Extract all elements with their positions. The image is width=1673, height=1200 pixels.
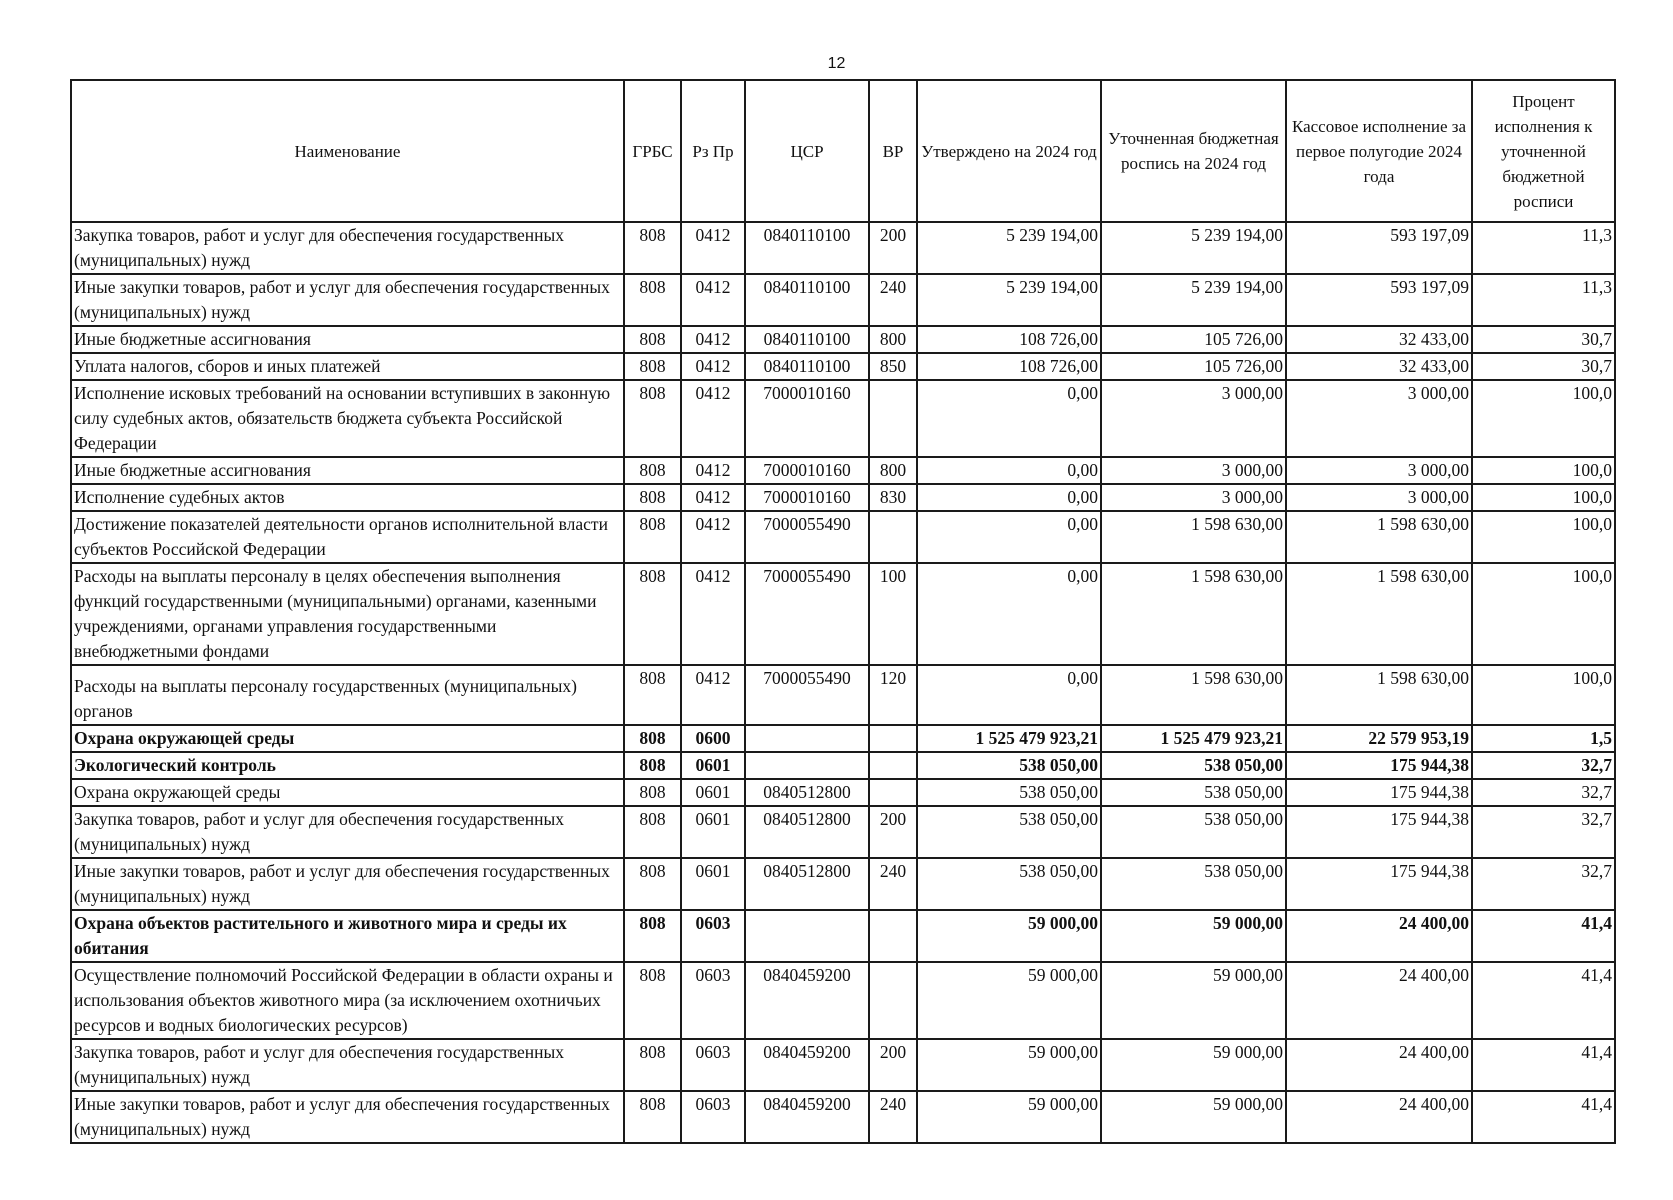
cell-refined: 59 000,00	[1101, 1039, 1286, 1091]
cell-percent: 32,7	[1472, 858, 1615, 910]
cell-approved: 0,00	[917, 665, 1101, 725]
cell-approved: 59 000,00	[917, 1039, 1101, 1091]
cell-csr: 7000010160	[745, 380, 869, 457]
cell-percent: 41,4	[1472, 1091, 1615, 1143]
table-row	[71, 858, 1615, 910]
cell-grbs: 808	[624, 484, 681, 511]
cell-approved: 1 525 479 923,21	[917, 725, 1101, 752]
table-row	[71, 353, 1615, 380]
cell-rzpr: 0412	[681, 274, 745, 326]
cell-approved: 538 050,00	[917, 779, 1101, 806]
table-row	[71, 1039, 1615, 1091]
cell-approved: 538 050,00	[917, 752, 1101, 779]
cell-cash: 22 579 953,19	[1286, 725, 1472, 752]
cell-vr	[869, 962, 917, 1039]
cell-name: Осуществление полномочий Российской Федерации в области охраны и использования объектов животного мира (за исключением охотничьих ресурсов и водных биологических ресурсов)	[71, 962, 624, 1039]
cell-rzpr: 0412	[681, 353, 745, 380]
cell-vr: 800	[869, 457, 917, 484]
cell-percent: 41,4	[1472, 962, 1615, 1039]
cell-vr: 830	[869, 484, 917, 511]
table-row	[71, 665, 1615, 725]
cell-grbs: 808	[624, 563, 681, 665]
cell-rzpr: 0601	[681, 858, 745, 910]
column-header-csr: ЦСР	[745, 80, 869, 222]
cell-csr: 0840459200	[745, 1039, 869, 1091]
cell-name: Закупка товаров, работ и услуг для обеспечения государственных (муниципальных) нужд	[71, 222, 624, 274]
cell-refined: 3 000,00	[1101, 457, 1286, 484]
cell-vr: 120	[869, 665, 917, 725]
cell-cash: 24 400,00	[1286, 1091, 1472, 1143]
cell-cash: 175 944,38	[1286, 806, 1472, 858]
cell-name: Иные закупки товаров, работ и услуг для обеспечения государственных (муниципальных) нужд	[71, 274, 624, 326]
table-row	[71, 725, 1615, 752]
cell-percent: 30,7	[1472, 326, 1615, 353]
budget-table	[70, 79, 1616, 1144]
cell-percent: 100,0	[1472, 484, 1615, 511]
cell-refined: 105 726,00	[1101, 326, 1286, 353]
cell-cash: 1 598 630,00	[1286, 665, 1472, 725]
page-number: 12	[827, 55, 846, 72]
cell-grbs: 808	[624, 457, 681, 484]
table-row	[71, 274, 1615, 326]
cell-name: Иные закупки товаров, работ и услуг для обеспечения государственных (муниципальных) нужд	[71, 858, 624, 910]
cell-grbs: 808	[624, 326, 681, 353]
cell-percent: 32,7	[1472, 752, 1615, 779]
cell-name: Закупка товаров, работ и услуг для обеспечения государственных (муниципальных) нужд	[71, 1039, 624, 1091]
cell-name: Достижение показателей деятельности органов исполнительной власти субъектов Российской Федерации	[71, 511, 624, 563]
cell-vr	[869, 511, 917, 563]
cell-csr	[745, 725, 869, 752]
cell-refined: 538 050,00	[1101, 806, 1286, 858]
cell-refined: 5 239 194,00	[1101, 222, 1286, 274]
cell-rzpr: 0603	[681, 1091, 745, 1143]
cell-rzpr: 0412	[681, 563, 745, 665]
cell-approved: 108 726,00	[917, 353, 1101, 380]
cell-approved: 59 000,00	[917, 1091, 1101, 1143]
cell-percent: 1,5	[1472, 725, 1615, 752]
cell-approved: 59 000,00	[917, 962, 1101, 1039]
cell-percent: 11,3	[1472, 274, 1615, 326]
cell-refined: 1 598 630,00	[1101, 511, 1286, 563]
cell-name: Охрана окружающей среды	[71, 779, 624, 806]
table-row	[71, 910, 1615, 962]
column-header-refined: Уточненная бюджетная роспись на 2024 год	[1101, 80, 1286, 222]
cell-csr: 0840512800	[745, 806, 869, 858]
cell-cash: 175 944,38	[1286, 858, 1472, 910]
cell-cash: 3 000,00	[1286, 457, 1472, 484]
cell-csr	[745, 752, 869, 779]
cell-vr: 240	[869, 274, 917, 326]
cell-name: Расходы на выплаты персоналу государственных (муниципальных) органов	[71, 665, 624, 725]
cell-vr: 240	[869, 858, 917, 910]
cell-approved: 0,00	[917, 380, 1101, 457]
cell-cash: 3 000,00	[1286, 484, 1472, 511]
cell-csr: 7000010160	[745, 484, 869, 511]
cell-name: Исполнение исковых требований на основании вступивших в законную силу судебных актов, обязательств бюджета субъекта Российской Федерации	[71, 380, 624, 457]
cell-refined: 3 000,00	[1101, 380, 1286, 457]
table-row	[71, 380, 1615, 457]
cell-vr	[869, 725, 917, 752]
cell-grbs: 808	[624, 380, 681, 457]
cell-name: Экологический контроль	[71, 752, 624, 779]
cell-refined: 5 239 194,00	[1101, 274, 1286, 326]
cell-cash: 24 400,00	[1286, 910, 1472, 962]
column-header-name: Наименование	[71, 80, 624, 222]
cell-vr	[869, 779, 917, 806]
cell-rzpr: 0412	[681, 665, 745, 725]
cell-grbs: 808	[624, 1091, 681, 1143]
cell-name: Охрана объектов растительного и животного мира и среды их обитания	[71, 910, 624, 962]
cell-rzpr: 0600	[681, 725, 745, 752]
table-row	[71, 752, 1615, 779]
table-row	[71, 457, 1615, 484]
cell-cash: 32 433,00	[1286, 353, 1472, 380]
cell-cash: 32 433,00	[1286, 326, 1472, 353]
table-row	[71, 326, 1615, 353]
cell-csr: 7000010160	[745, 457, 869, 484]
cell-csr: 0840512800	[745, 779, 869, 806]
cell-vr: 240	[869, 1091, 917, 1143]
cell-rzpr: 0603	[681, 962, 745, 1039]
cell-refined: 3 000,00	[1101, 484, 1286, 511]
cell-rzpr: 0603	[681, 1039, 745, 1091]
cell-csr: 7000055490	[745, 665, 869, 725]
column-header-approved: Утверждено на 2024 год	[917, 80, 1101, 222]
cell-refined: 538 050,00	[1101, 752, 1286, 779]
cell-cash: 3 000,00	[1286, 380, 1472, 457]
cell-name: Иные закупки товаров, работ и услуг для обеспечения государственных (муниципальных) нужд	[71, 1091, 624, 1143]
cell-csr: 0840512800	[745, 858, 869, 910]
cell-rzpr: 0601	[681, 779, 745, 806]
cell-percent: 32,7	[1472, 806, 1615, 858]
cell-vr: 200	[869, 1039, 917, 1091]
cell-refined: 538 050,00	[1101, 779, 1286, 806]
cell-refined: 59 000,00	[1101, 1091, 1286, 1143]
cell-approved: 0,00	[917, 563, 1101, 665]
cell-percent: 41,4	[1472, 910, 1615, 962]
column-header-rzpr: Рз Пр	[681, 80, 745, 222]
cell-refined: 1 598 630,00	[1101, 665, 1286, 725]
cell-csr	[745, 910, 869, 962]
cell-percent: 100,0	[1472, 457, 1615, 484]
cell-csr: 0840110100	[745, 353, 869, 380]
cell-grbs: 808	[624, 665, 681, 725]
cell-approved: 5 239 194,00	[917, 274, 1101, 326]
cell-approved: 0,00	[917, 457, 1101, 484]
cell-grbs: 808	[624, 752, 681, 779]
cell-approved: 538 050,00	[917, 858, 1101, 910]
cell-grbs: 808	[624, 779, 681, 806]
cell-csr: 0840459200	[745, 1091, 869, 1143]
cell-rzpr: 0412	[681, 380, 745, 457]
cell-csr: 0840110100	[745, 326, 869, 353]
cell-percent: 30,7	[1472, 353, 1615, 380]
cell-csr: 0840110100	[745, 222, 869, 274]
column-header-vr: ВР	[869, 80, 917, 222]
cell-grbs: 808	[624, 806, 681, 858]
cell-vr: 200	[869, 806, 917, 858]
cell-cash: 593 197,09	[1286, 274, 1472, 326]
table-body	[71, 222, 1615, 1143]
cell-cash: 24 400,00	[1286, 1039, 1472, 1091]
cell-name: Исполнение судебных актов	[71, 484, 624, 511]
cell-grbs: 808	[624, 274, 681, 326]
cell-name: Закупка товаров, работ и услуг для обеспечения государственных (муниципальных) нужд	[71, 806, 624, 858]
table-row	[71, 222, 1615, 274]
cell-refined: 1 598 630,00	[1101, 563, 1286, 665]
cell-percent: 100,0	[1472, 380, 1615, 457]
cell-rzpr: 0412	[681, 326, 745, 353]
cell-csr: 0840459200	[745, 962, 869, 1039]
cell-grbs: 808	[624, 910, 681, 962]
cell-rzpr: 0603	[681, 910, 745, 962]
cell-name: Охрана окружающей среды	[71, 725, 624, 752]
cell-vr: 850	[869, 353, 917, 380]
cell-refined: 538 050,00	[1101, 858, 1286, 910]
cell-csr: 7000055490	[745, 511, 869, 563]
cell-rzpr: 0601	[681, 752, 745, 779]
table-row	[71, 563, 1615, 665]
table-row	[71, 806, 1615, 858]
cell-vr	[869, 752, 917, 779]
cell-cash: 24 400,00	[1286, 962, 1472, 1039]
cell-cash: 175 944,38	[1286, 752, 1472, 779]
cell-rzpr: 0412	[681, 457, 745, 484]
column-header-grbs: ГРБС	[624, 80, 681, 222]
cell-grbs: 808	[624, 353, 681, 380]
cell-grbs: 808	[624, 725, 681, 752]
column-header-percent: Процент исполнения к уточненной бюджетной росписи	[1472, 80, 1615, 222]
cell-grbs: 808	[624, 1039, 681, 1091]
cell-approved: 5 239 194,00	[917, 222, 1101, 274]
column-header-cash: Кассовое исполнение за первое полугодие 2024 года	[1286, 80, 1472, 222]
cell-approved: 108 726,00	[917, 326, 1101, 353]
cell-refined: 1 525 479 923,21	[1101, 725, 1286, 752]
cell-name: Уплата налогов, сборов и иных платежей	[71, 353, 624, 380]
cell-name: Иные бюджетные ассигнования	[71, 326, 624, 353]
cell-percent: 11,3	[1472, 222, 1615, 274]
cell-name: Расходы на выплаты персоналу в целях обеспечения выполнения функций государственными (муниципальными) органами, казенными учреждениями, органами управления государственными внебюджетными фондами	[71, 563, 624, 665]
cell-csr: 7000055490	[745, 563, 869, 665]
cell-approved: 0,00	[917, 511, 1101, 563]
cell-vr: 800	[869, 326, 917, 353]
cell-grbs: 808	[624, 511, 681, 563]
cell-cash: 1 598 630,00	[1286, 511, 1472, 563]
table-row	[71, 779, 1615, 806]
cell-rzpr: 0412	[681, 511, 745, 563]
cell-grbs: 808	[624, 962, 681, 1039]
cell-cash: 593 197,09	[1286, 222, 1472, 274]
cell-approved: 538 050,00	[917, 806, 1101, 858]
cell-grbs: 808	[624, 858, 681, 910]
cell-name: Иные бюджетные ассигнования	[71, 457, 624, 484]
cell-vr: 100	[869, 563, 917, 665]
cell-percent: 41,4	[1472, 1039, 1615, 1091]
cell-percent: 100,0	[1472, 665, 1615, 725]
cell-refined: 105 726,00	[1101, 353, 1286, 380]
cell-refined: 59 000,00	[1101, 910, 1286, 962]
table-row	[71, 1091, 1615, 1143]
header-row	[71, 80, 1615, 222]
cell-rzpr: 0601	[681, 806, 745, 858]
cell-percent: 32,7	[1472, 779, 1615, 806]
cell-percent: 100,0	[1472, 563, 1615, 665]
cell-percent: 100,0	[1472, 511, 1615, 563]
cell-vr: 200	[869, 222, 917, 274]
table-row	[71, 484, 1615, 511]
cell-refined: 59 000,00	[1101, 962, 1286, 1039]
cell-rzpr: 0412	[681, 484, 745, 511]
cell-csr: 0840110100	[745, 274, 869, 326]
cell-approved: 0,00	[917, 484, 1101, 511]
cell-cash: 1 598 630,00	[1286, 563, 1472, 665]
cell-approved: 59 000,00	[917, 910, 1101, 962]
table-row	[71, 511, 1615, 563]
cell-rzpr: 0412	[681, 222, 745, 274]
table-row	[71, 962, 1615, 1039]
cell-vr	[869, 910, 917, 962]
cell-grbs: 808	[624, 222, 681, 274]
cell-cash: 175 944,38	[1286, 779, 1472, 806]
cell-vr	[869, 380, 917, 457]
